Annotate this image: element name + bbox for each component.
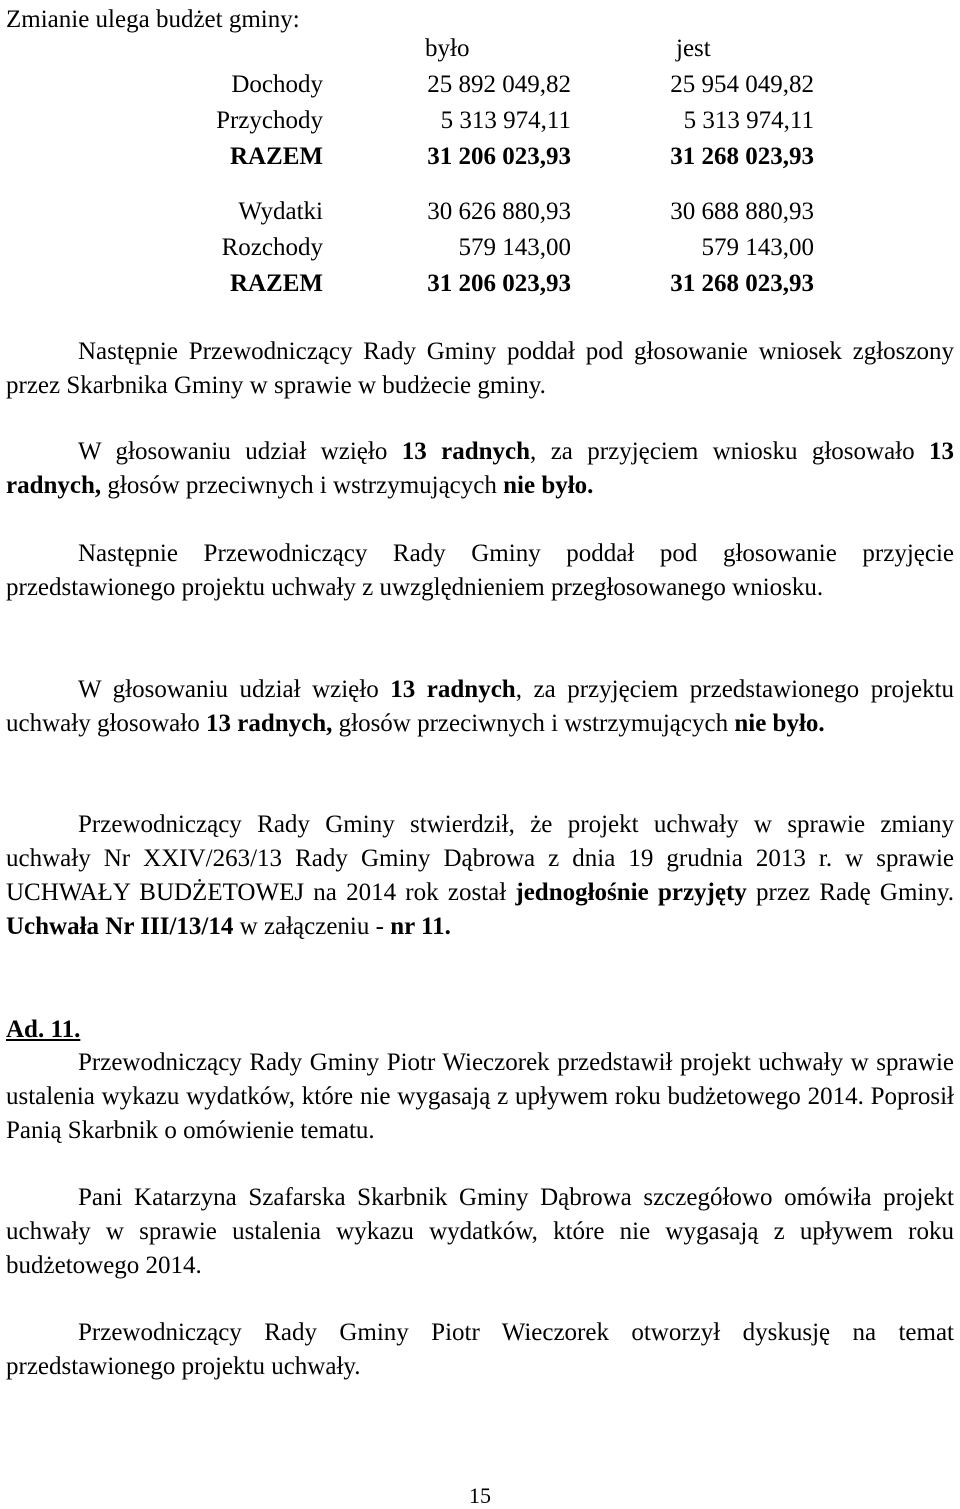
row-after-total: 31 268 023,93 [670, 270, 814, 297]
row-label: Przychody [216, 107, 323, 134]
row-before: 5 313 974,11 [440, 107, 571, 134]
text: W głosowaniu udział wzięło [78, 676, 391, 703]
text-bold: nie było. [734, 710, 825, 737]
row-before: 579 143,00 [458, 234, 571, 261]
intro-text: Zmianie ulega budżet gminy: [6, 6, 300, 33]
paragraph-vote-1 [6, 435, 954, 503]
row-label: Rozchody [221, 234, 323, 261]
row-before-total: 31 206 023,93 [427, 143, 571, 170]
row-after-total: 31 268 023,93 [670, 143, 814, 170]
header-after: jest [676, 35, 711, 62]
text-bold: 13 radnych [390, 676, 516, 703]
text: , za przyjęciem przedstawionego projektu uchwały głosowało [6, 676, 955, 737]
paragraph-8: Przewodniczący Rady Gminy Piotr Wieczorek otworzył dyskusję na temat przedstawionego projektu uchwały. [6, 1319, 954, 1380]
paragraph-7: Pani Katarzyna Szafarska Skarbnik Gminy Dąbrowa szczegółowo omówiła projekt uchwały w sprawie ustalenia wykazu wydatków, które nie wygasają z upływem roku budżetowego 2014. [6, 1184, 954, 1279]
row-label: Dochody [231, 71, 323, 98]
row-after: 579 143,00 [701, 234, 814, 261]
row-before: 30 626 880,93 [427, 198, 571, 225]
agenda-heading: Ad. 11. [6, 1016, 81, 1043]
text-bold: Uchwała Nr III/13/14 [6, 913, 234, 940]
row-label-total: RAZEM [229, 143, 323, 170]
budget-table [0, 0, 960, 310]
row-after: 30 688 880,93 [670, 198, 814, 225]
paragraph-6: Przewodniczący Rady Gminy Piotr Wieczorek przedstawił projekt uchwały w sprawie ustalenia wykazu wydatków, które nie wygasają z upływem roku budżetowego 2014. Poprosił Panią Skarbnik o omówienie tematu. [6, 1049, 954, 1144]
text-bold: 13 radnych, [205, 710, 333, 737]
text: w załączeniu - [233, 913, 391, 940]
text-bold: 13 radnych, [6, 438, 955, 499]
paragraph-vote-2 [6, 673, 954, 741]
header-before: było [425, 35, 470, 62]
text-bold: nie było. [503, 472, 594, 499]
text-bold: 13 radnych [401, 438, 531, 465]
text: , za przyjęciem wniosku głosowało [530, 438, 930, 465]
row-label-total: RAZEM [229, 270, 323, 297]
row-after: 5 313 974,11 [683, 107, 814, 134]
row-after: 25 954 049,82 [670, 71, 814, 98]
page-number: 15 [469, 1483, 491, 1508]
text: Przewodniczący Rady Gminy stwierdził, że projekt uchwały w sprawie zmiany uchwały Nr XXIV/263/13 Rady Gminy Dąbrowa z dnia 19 grudnia 2013 r. w sprawie UCHWAŁY BUDŻETOWEJ na 2014 rok został [6, 811, 954, 906]
paragraph-1: Następnie Przewodniczący Rady Gminy poddał pod głosowanie wniosek zgłoszony przez Skarbnika Gminy w sprawie w budżecie gminy. [6, 338, 954, 399]
text: głosów przeciwnych i wstrzymujących [101, 472, 504, 499]
paragraph-3: Następnie Przewodniczący Rady Gminy poddał pod głosowanie przyjęcie przedstawionego projektu uchwały z uwzględnieniem przegłosowanego wniosku. [6, 540, 954, 601]
row-before-total: 31 206 023,93 [427, 270, 571, 297]
text: W głosowaniu udział wzięło [78, 438, 402, 465]
row-label: Wydatki [238, 198, 323, 225]
paragraph-resolution [6, 808, 954, 944]
text: głosów przeciwnych i wstrzymujących [332, 710, 735, 737]
row-before: 25 892 049,82 [427, 71, 571, 98]
text-bold: jednogłośnie przyjęty [515, 879, 747, 906]
text: przez Radę Gminy. [746, 879, 954, 906]
text-bold: nr 11. [390, 913, 451, 940]
